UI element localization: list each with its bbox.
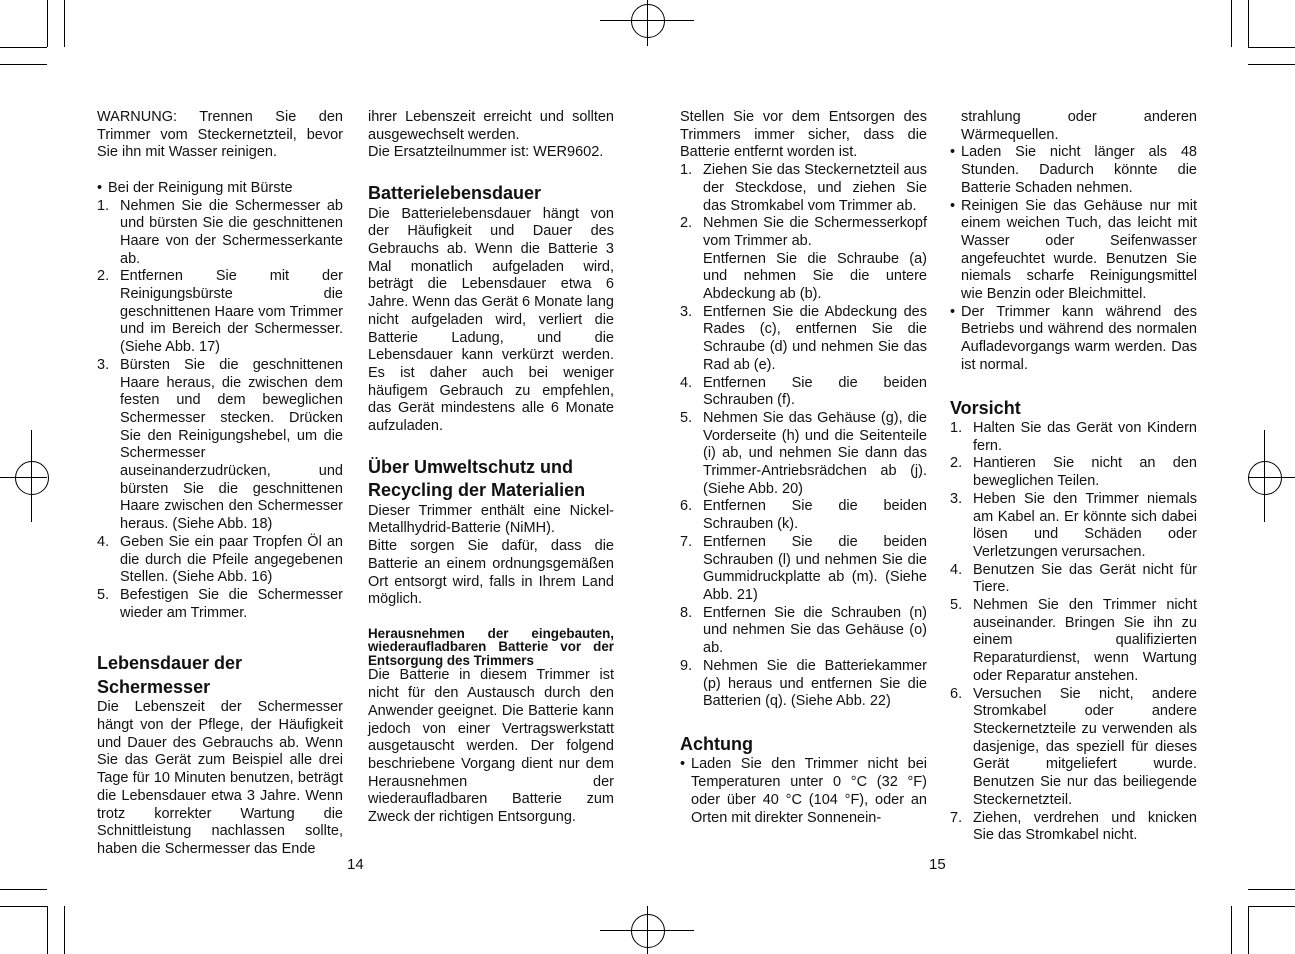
list-item: 6. Versuchen Sie nicht, andere Stromkabel oder andere Steckernetzteile zu verwenden als dasjenige, das speziell für dieses Gerät mitgeliefert wurde. Benutzen Sie nur das beiliegende Steckernetzteil. [950, 685, 1197, 808]
list-item: 7. Entfernen Sie die beiden Schrauben (l) und nehmen Sie die Gummidruckplatte ab (m). (Siehe Abb. 21) [680, 533, 927, 603]
bullet-item: • Laden Sie nicht länger als 48 Stunden. Dadurch könnte die Batterie Schaden nehmen. [950, 144, 1197, 196]
column-4 [950, 109, 1197, 845]
list-item: 4. Benutzen Sie das Gerät nicht für Tiere. [950, 561, 1197, 596]
list-item: 5. Nehmen Sie das Gehäuse (g), die Vorderseite (h) und die Seitenteile (i) ab, und nehmen Sie dann das Trimmer-Antriebsrädchen ab (j). (Siehe Abb. 20) [680, 409, 927, 497]
list-item: 1. Halten Sie das Gerät von Kindern fern. [950, 420, 1197, 454]
list-item: 2. Nehmen Sie die Schermesserkopf vom Trimmer ab. Entfernen Sie die Schraube (a) und nehmen Sie die untere Abdeckung ab (b). [680, 215, 927, 303]
bullet-item: • Laden Sie den Trimmer nicht bei Temperaturen unter 0 °C (32 °F) oder über 40 °C (104 °F), oder an Orten mit direkter Sonnenein- [680, 756, 927, 826]
page-number-left: 14 [347, 856, 364, 873]
body-text: Die Lebenszeit der Schermesser hängt von der Pflege, der Häufigkeit und Dauer des Gebrauchs ab. Wenn Sie das Gerät zum Beispiel alle drei Tage für 10 Minuten benutzen, beträgt die Lebensdauer etwa 3 Jahre. Wenn trotz korrekter Wartung die Schnittleistung nachlassen sollte, haben die Schermesser das Ende [97, 699, 343, 857]
page-number-right: 15 [929, 856, 946, 873]
list-item: 8. Entfernen Sie die Schrauben (n) und nehmen Sie das Gehäuse (o) ab. [680, 604, 927, 657]
section-heading: Lebensdauer der Schermesser [97, 653, 243, 697]
list-item: 2. Entfernen Sie mit der Reinigungsbürste die geschnittenen Haare vom Trimmer und im Bereich der Schermesser. (Siehe Abb. 17) [97, 268, 343, 356]
list-item: 3. Entfernen Sie die Abdeckung des Rades (c), entfernen Sie die Schraube (d) und nehmen Sie das Rad ab (e). [680, 303, 927, 373]
sub-heading: Herausnehmen der eingebauten, wiederaufladbaren Batterie vor der Entsorgung des Trimmers [368, 625, 614, 668]
bullet-text: Bei der Reinigung mit Bürste [108, 179, 293, 196]
body-text: Dieser Trimmer enthält eine Nickel-Metallhydrid-Batterie (NiMH). [368, 502, 614, 537]
list-item: 4. Entfernen Sie die beiden Schrauben (f). [680, 374, 927, 409]
section-heading: Vorsicht [950, 397, 1021, 418]
list-item: 6. Entfernen Sie die beiden Schrauben (k). [680, 498, 927, 533]
section-heading: Batterielebensdauer [368, 183, 542, 204]
list-item: 1. Ziehen Sie das Steckernetzteil aus der Steckdose, und ziehen Sie das Stromkabel vom Trimmer ab. [680, 162, 927, 214]
warning-text: WARNUNG: Trennen Sie den Trimmer vom Steckernetzteil, bevor Sie ihn mit Wasser reinigen. [97, 109, 343, 161]
list-item: 9. Nehmen Sie die Batteriekammer (p) heraus und entfernen Sie die Batterien (q). (Siehe Abb. 22) [680, 657, 927, 710]
list-item: 5. Nehmen Sie den Trimmer nicht auseinander. Bringen Sie ihn zu einem qualifizierten Reparaturdienst, wenn Wartung oder Reparatur anstehen. [950, 597, 1197, 684]
body-text: Die Batterie in diesem Trimmer ist nicht für den Austausch durch den Anwender geeignet. Die Batterie kann jedoch von einer Vertragswerkstatt ausgetauscht werden. Der folgend beschriebene Vorgang dient nur dem Herausnehmen der wiederaufladbaren Batterie zum Zweck der richtigen Entsorgung. [368, 667, 614, 826]
part-number-text: Die Ersatzteilnummer ist: WER9602. [368, 144, 604, 161]
list-item: 3. Heben Sie den Trimmer niemals am Kabel an. Er könnte sich dabei lösen und Schäden oder Verletzungen verursachen. [950, 490, 1197, 560]
list-item: 1. Nehmen Sie die Schermesser ab und bürsten Sie die geschnittenen Haare von der Schermesserkante ab. [97, 197, 343, 267]
bullet-item: • Reinigen Sie das Gehäuse nur mit einem weichen Tuch, das leicht mit Wasser oder Seifenwasser angefeuchtet wurde. Benutzen Sie niemals scharfe Reinigungsmittel wie Benzin oder Bleichmittel. [950, 197, 1197, 303]
list-item: 7. Ziehen, verdrehen und knicken Sie das Stromkabel nicht. [950, 809, 1197, 844]
column-3 [680, 109, 927, 827]
list-item: 5. Befestigen Sie die Schermesser wieder am Trimmer. [97, 586, 343, 621]
section-heading: Über Umweltschutz und Recycling der Materialien [368, 456, 586, 501]
bullet-item: • Bei der Reinigung mit Bürste [97, 179, 293, 196]
list-item: 4. Geben Sie ein paar Tropfen Öl an die durch die Pfeile angegebenen Stellen. (Siehe Abb. 16) [97, 533, 343, 586]
body-text: Bitte sorgen Sie dafür, dass die Batterie an einem ordnungsgemäßen Ort entsorgt wird, falls in Ihrem Land möglich. [368, 538, 614, 608]
body-text: strahlung oder anderen Wärmequellen. [961, 109, 1197, 143]
list-item: 3. Bürsten Sie die geschnittenen Haare heraus, die zwischen dem festen und dem beweglichen Schermesser stecken. Drücken Sie den Reinigungshebel, um die Schermesser auseinanderzudrücken, und bürsten Sie die geschnittenen Haare zwischen den Schermesser heraus. (Siehe Abb. 18) [97, 356, 343, 533]
body-text: Die Batterielebensdauer hängt von der Häufigkeit und Dauer des Gebrauchs ab. Wenn die Batterie 3 Mal monatlich aufgeladen wird, beträgt die Lebensdauer etwa 6 Jahre. Wenn das Gerät 6 Monate lang nicht aufgeladen wird, verliert die Batterie Ladung, und die Lebensdauer kann verkürzt werden. Es ist daher auch bei weniger häufigem Gebrauch zu empfehlen, das Gerät mindestens alle 6 Monate aufzuladen. [368, 205, 614, 435]
bullet-item: • Der Trimmer kann während des Betriebs und während des normalen Aufladevorgangs warm werden. Das ist normal. [950, 303, 1197, 373]
body-text: Stellen Sie vor dem Entsorgen des Trimmers immer sicher, dass die Batterie entfernt worden ist. [680, 109, 927, 161]
column-2 [368, 109, 614, 827]
section-heading: Achtung [680, 733, 753, 754]
body-text: ihrer Lebenszeit erreicht und sollten ausgewechselt werden. [368, 109, 614, 143]
list-item: 2. Hantieren Sie nicht an den beweglichen Teilen. [950, 455, 1197, 490]
column-1 [97, 109, 343, 859]
